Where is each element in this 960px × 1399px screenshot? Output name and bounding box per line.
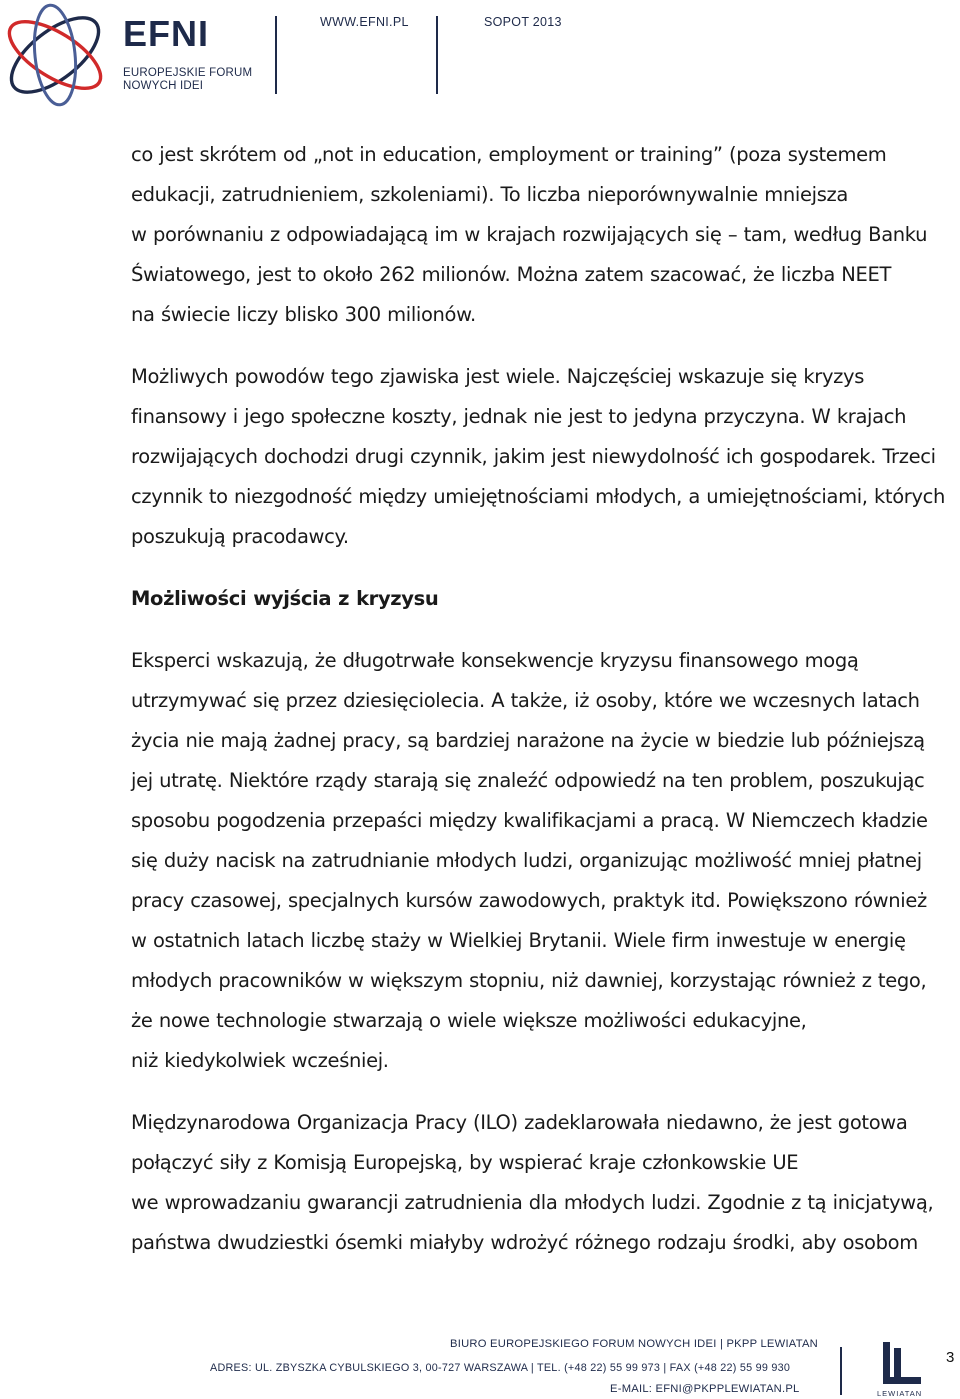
page-footer [0,1330,960,1399]
text-line: czynnik to niezgodność między umiejętnościami młodych, a umiejętnościami, których [131,485,946,508]
text-line: rozwijających dochodzi drugi czynnik, jakim jest niewydolność ich gospodarek. Trzeci [131,445,936,468]
page-header [0,0,960,110]
text-line: utrzymywać się przez dziesięciolecia. A także, iż osoby, które we wczesnych latach [131,689,920,712]
text-line: połączyć siły z Komisją Europejską, by wspierać kraje członkowskie UE [131,1151,799,1174]
paragraph [131,135,960,335]
header-divider [436,16,438,94]
paragraph [131,357,960,557]
page-number: 3 [946,1349,955,1366]
text-line: we wprowadzaniu gwarancji zatrudnienia dla młodych ludzi. Zgodnie z tą inicjatywą, [131,1191,934,1214]
text-line: Międzynarodowa Organizacja Pracy (ILO) zadeklarowała niedawno, że jest gotowa [131,1111,908,1134]
text-line: w ostatnich latach liczbę staży w Wielkiej Brytanii. Wiele firm inwestuje w energię [131,929,906,952]
text-line: edukacji, zatrudnieniem, szkoleniami). To liczba nieporównywalnie mniejsza [131,183,849,206]
text-line: niż kiedykolwiek wcześniej. [131,1049,389,1072]
brand-name: EFNI [123,13,210,54]
text-line: na świecie liczy blisko 300 milionów. [131,303,476,326]
brand-subtitle [123,67,252,93]
text-line: Eksperci wskazują, że długotrwałe konsekwencje kryzysu finansowego mogą [131,649,859,672]
lewiatan-logo-icon [880,1340,924,1388]
text-line: finansowy i jego społeczne koszty, jednak nie jest to jedyna przyczyna. W krajach [131,405,907,428]
text-line: się duży nacisk na zatrudnianie młodych ludzi, organizując możliwość mniej płatnej [131,849,922,872]
text-line: Światowego, jest to około 262 milionów. Można zatem szacować, że liczba NEET [131,263,892,286]
paragraph [131,641,960,1081]
text-line: młodych pracowników w większym stopniu, niż dawniej, korzystając również z tego, [131,969,927,992]
efni-logo-icon [0,0,115,110]
text-line: co jest skrótem od „not in education, employment or training” (poza systemem [131,143,887,166]
text-line: w porównaniu z odpowiadającą im w krajach rozwijających się – tam, według Banku [131,223,928,246]
header-divider [275,16,277,94]
footer-email[interactable]: E-MAIL: EFNI@PKPPLEWIATAN.PL [610,1383,800,1395]
brand-block [123,13,253,93]
text-line: Możliwych powodów tego zjawiska jest wiele. Najczęściej wskazuje się kryzys [131,365,865,388]
paragraph [131,1103,960,1263]
document-body [131,135,960,1285]
footer-office: BIURO EUROPEJSKIEGO FORUM NOWYCH IDEI | PKPP LEWIATAN [450,1338,818,1350]
text-line: poszukują pracodawcy. [131,525,349,548]
text-line: pracy czasowej, specjalnych kursów zawodowych, praktyk itd. Powiększono również [131,889,927,912]
text-line: życia nie mają żadnej pracy, są bardziej narażone na życie w biedzie lub późniejszą [131,729,925,752]
text-line: sposobu pogodzenia przepaści między kwalifikacjami a pracą. W Niemczech kładzie [131,809,928,832]
section-heading: Możliwości wyjścia z kryzysu [131,587,439,610]
text-line: jej utratę. Niektóre rządy starają się znaleźć odpowiedź na ten problem, poszukując [131,769,925,792]
footer-address: ADRES: UL. ZBYSZKA CYBULSKIEGO 3, 00-727 WARSZAWA | TEL. (+48 22) 55 99 973 | FAX (+48 22) 55 99 930 [210,1362,791,1374]
brand-subtitle-line: EUROPEJSKIE FORUM [123,67,253,79]
footer-divider [840,1347,842,1395]
lewiatan-label: LEWIATAN [877,1389,923,1398]
event-label: SOPOT 2013 [484,15,562,29]
text-line: że nowe technologie stwarzają o wiele większe możliwości edukacyjne, [131,1009,807,1032]
text-line: państwa dwudziestki ósemki miałyby wdrożyć różnego rodzaju środki, aby osobom [131,1231,918,1254]
brand-subtitle-line: NOWYCH IDEI [123,80,204,92]
website-link[interactable]: WWW.EFNI.PL [320,15,409,29]
